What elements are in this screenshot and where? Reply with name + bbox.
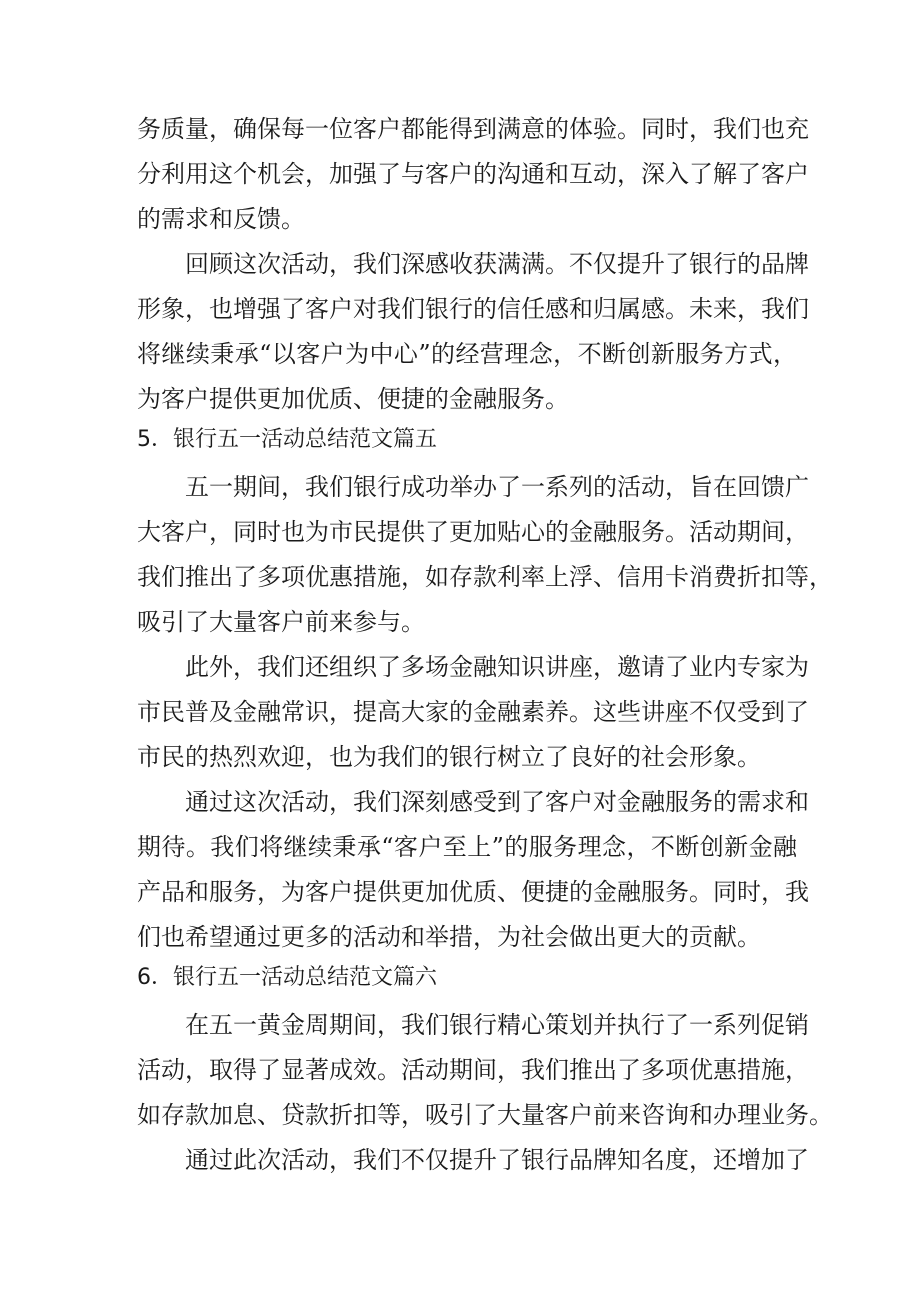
paragraph-line: 回顾这次活动，我们深感收获满满。不仅提升了银行的品牌 [185, 250, 809, 278]
paragraph-line: 通过这次活动，我们深刻感受到了客户对金融服务的需求和 [185, 788, 809, 816]
paragraph-line: 分利用这个机会，加强了与客户的沟通和互动，深入了解了客户 [137, 160, 809, 188]
paragraph-line: 们也希望通过更多的活动和举措，为社会做出更大的贡献。 [137, 923, 761, 951]
paragraph-line: 通过此次活动，我们不仅提升了银行品牌知名度，还增加了 [185, 1146, 809, 1174]
paragraph-line: 五一期间，我们银行成功举办了一系列的活动，旨在回馈广 [185, 473, 809, 501]
paragraph-line: 务质量，确保每一位客户都能得到满意的体验。同时，我们也充 [137, 115, 809, 143]
paragraph-line: 市民的热烈欢迎，也为我们的银行树立了良好的社会形象。 [137, 743, 761, 771]
paragraph-line: 市民普及金融常识，提高大家的金融素养。这些讲座不仅受到了 [137, 698, 809, 726]
paragraph-line: 此外，我们还组织了多场金融知识讲座，邀请了业内专家为 [185, 653, 809, 681]
paragraph-line: 在五一黄金周期间，我们银行精心策划并执行了一系列促销 [185, 1011, 809, 1039]
section-heading: 5．银行五一活动总结范文篇五 [137, 427, 437, 452]
paragraph-line: 将继续秉承“以客户为中心”的经营理念，不断创新服务方式， [137, 340, 797, 368]
paragraph-line: 活动，取得了显著成效。活动期间，我们推出了多项优惠措施， [137, 1056, 809, 1084]
paragraph-line: 如存款加息、贷款折扣等，吸引了大量客户前来咨询和办理业务。 [137, 1101, 833, 1129]
paragraph-line: 形象，也增强了客户对我们银行的信任感和归属感。未来，我们 [137, 295, 809, 323]
paragraph-line: 我们推出了多项优惠措施，如存款利率上浮、信用卡消费折扣等， [137, 563, 833, 591]
paragraph-line: 吸引了大量客户前来参与。 [137, 608, 425, 636]
paragraph-line: 的需求和反馈。 [137, 205, 305, 233]
paragraph-line: 大客户，同时也为市民提供了更加贴心的金融服务。活动期间， [137, 518, 809, 546]
paragraph-line: 期待。我们将继续秉承“客户至上”的服务理念，不断创新金融 [137, 833, 797, 861]
paragraph-line: 产品和服务，为客户提供更加优质、便捷的金融服务。同时，我 [137, 878, 809, 906]
section-heading: 6．银行五一活动总结范文篇六 [137, 965, 437, 990]
paragraph-line: 为客户提供更加优质、便捷的金融服务。 [137, 385, 569, 413]
